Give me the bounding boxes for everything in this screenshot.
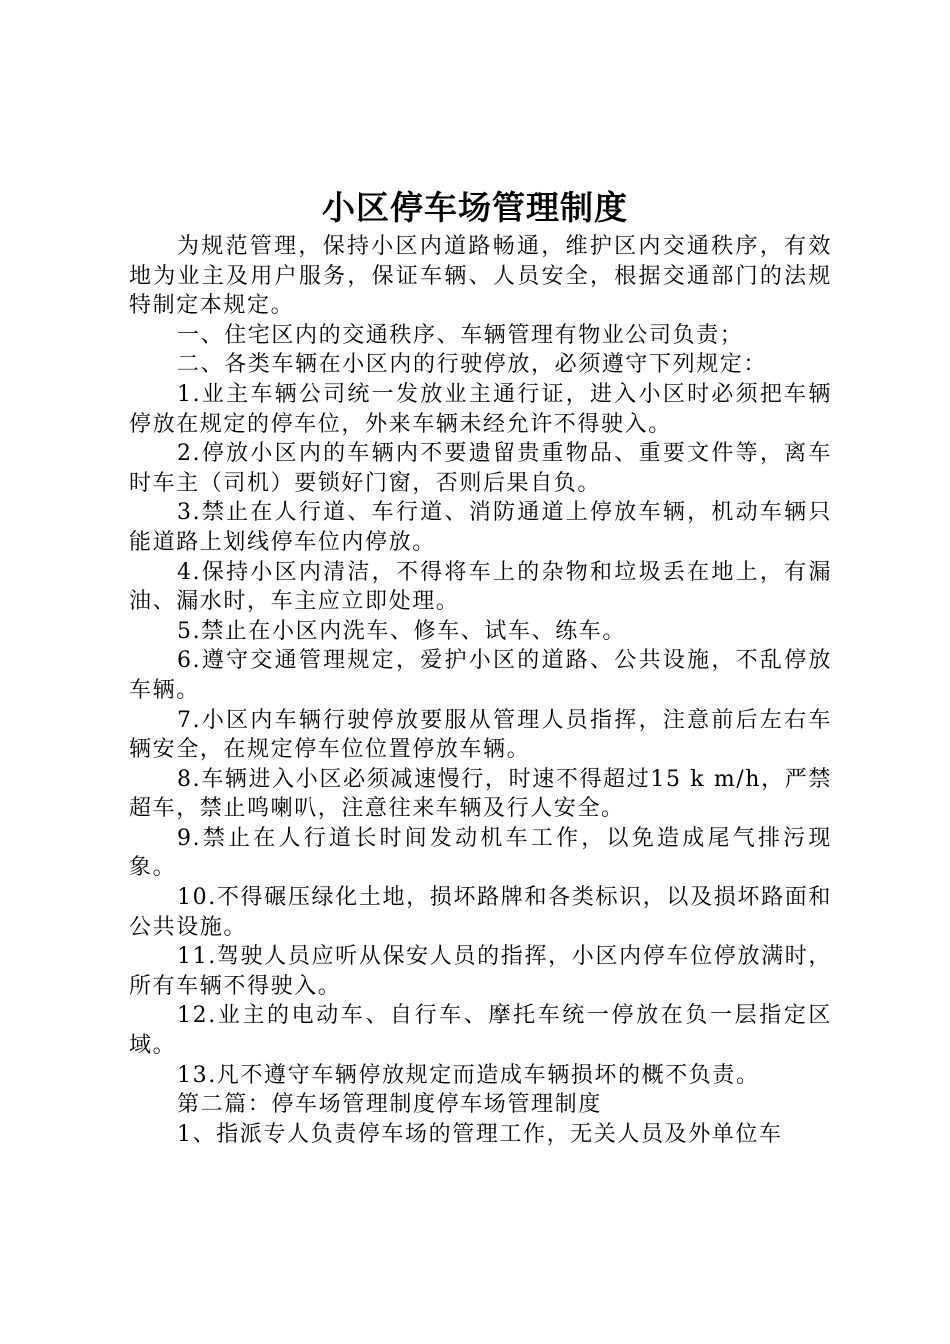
paragraph-rule-1: 1.业主车辆公司统一发放业主通行证，进入小区时必须把车辆停放在规定的停车位，外来车辆未经允许不得驶入。	[129, 381, 832, 437]
paragraph-section-2: 二、各类车辆在小区内的行驶停放，必须遵守下列规定：	[177, 352, 768, 378]
document-body	[129, 232, 832, 1149]
paragraph-rule-12: 12.业主的电动车、自行车、摩托车统一停放在负一层指定区域。	[129, 1003, 832, 1059]
paragraph-part-two-item-1: 1、指派专人负责停车场的管理工作，无关人员及外单位车	[177, 1121, 783, 1147]
paragraph-section-1: 一、住宅区内的交通秩序、车辆管理有物业公司负责；	[177, 322, 744, 348]
paragraph-rule-2: 2.停放小区内的车辆内不要遗留贵重物品、重要文件等，离车时车主（司机）要锁好门窗，否则后果自负。	[129, 441, 832, 496]
paragraph-rule-5: 5.禁止在小区内洗车、修车、试车、练车。	[177, 618, 626, 644]
paragraph-rule-10: 10.不得碾压绿化土地，损坏路牌和各类标识，以及损坏路面和公共设施。	[129, 885, 832, 940]
paragraph-rule-13: 13.凡不遵守车辆停放规定而造成车辆损坏的概不负责。	[177, 1062, 760, 1088]
paragraph-intro: 为规范管理，保持小区内道路畅通，维护区内交通秩序，有效地为业主及用户服务，保证车辆、人员安全，根据交通部门的法规特制定本规定。	[129, 234, 832, 319]
paragraph-rule-11: 11.驾驶人员应听从保安人员的指挥，小区内停车位停放满时，所有车辆不得驶入。	[129, 944, 832, 999]
paragraph-rule-6: 6.遵守交通管理规定，爱护小区的道路、公共设施，不乱停放车辆。	[129, 648, 832, 703]
paragraph-rule-4: 4.保持小区内清洁，不得将车上的杂物和垃圾丢在地上，有漏油、漏水时，车主应立即处理。	[129, 559, 832, 615]
document-title: 小区停车场管理制度	[322, 188, 628, 227]
paragraph-part-two-heading: 第二篇：停车场管理制度停车场管理制度	[177, 1092, 602, 1118]
paragraph-rule-8: 8.车辆进入小区必须减速慢行，时速不得超过15 k m/h，严禁超车，禁止鸣喇叭，注意往来车辆及行人安全。	[129, 766, 832, 822]
paragraph-rule-3: 3.禁止在人行道、车行道、消防通道上停放车辆，机动车辆只能道路上划线停车位内停放。	[129, 500, 832, 555]
paragraph-rule-7: 7.小区内车辆行驶停放要服从管理人员指挥，注意前后左右车辆安全，在规定停车位位置停放车辆。	[129, 707, 832, 763]
paragraph-rule-9: 9.禁止在人行道长时间发动机车工作，以免造成尾气排污现象。	[129, 825, 832, 881]
